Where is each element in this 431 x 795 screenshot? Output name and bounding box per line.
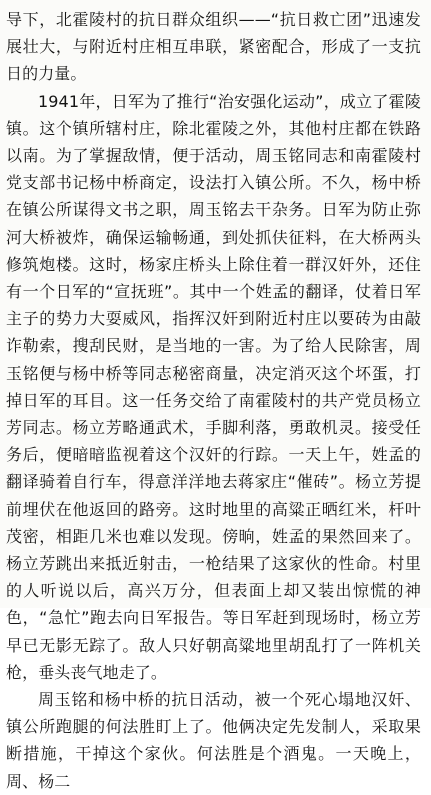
paragraph-3: 周玉铭和杨中桥的抗日活动，被一个死心塌地汉奸、镇公所跑腿的何法胜盯上了。他俩决定先发制人，采取果断措施，干掉这个家伙。何法胜是个酒鬼。一天晚上，周、杨二: [6, 690, 421, 791]
paragraph-2: 1941年，日军为了推行“治安强化运动”，成立了霍陵镇。这个镇所辖村庄，除北霍陵之外，其他村庄都在铁路以南。为了掌握敌情，便于活动，周玉铭同志和南霍陵村党支部书记杨中桥商定，设法打入镇公所。不久，杨中桥在镇公所谋得文书之职，周玉铭去干杂务。日军为防止弥河大桥被炸，确保运输畅通，到处抓伕征料，在大桥两头修筑炮楼。这时，杨家庄桥头上除住着一群汉奸外，还住有一个日军的“宣抚班”。其中一个姓孟的翻译，仗着日军主子的势力大耍威风，指挥汉奸到附近村庄以要砖为由敲诈勒索，搜刮民财，是当地的一害。为了给人民除害，周玉铭便与杨中桥等同志秘密商量，决定消灭这个坏蛋，打掉日军的耳目。这一任务交给了南霍陵村的共产党员杨立芳同志。杨立芳略通武术，手脚利落，勇敢机灵。接受任务后，便暗暗监视着这个汉奸的行踪。一天上午，姓孟的翻译骑着自行车，得意洋洋地去蒋家庄“催砖”。杨立芳提前埋伏在他返回的路旁。这时地里的高粱正晒红米，杆叶茂密，相距几米也难以发现。傍晌，姓孟的果然回来了。杨立芳跳出来抵近射击，一枪结果了这家伙的性命。村里的人听说以后，高兴万分，但表面上却又装出惊慌的神色，“急忙”跑去向日军报告。等日军赶到现场时，杨立芳早已无影无踪了。敌人只好朝高粱地里胡乱打了一阵机关枪，垂头丧气地走了。: [6, 91, 421, 682]
paragraph-1: 导下，北霍陵村的抗日群众组织——“抗日救亡团”迅速发展壮大，与附近村庄相互串联，紧密配合，形成了一支抗日的力量。: [6, 10, 421, 84]
